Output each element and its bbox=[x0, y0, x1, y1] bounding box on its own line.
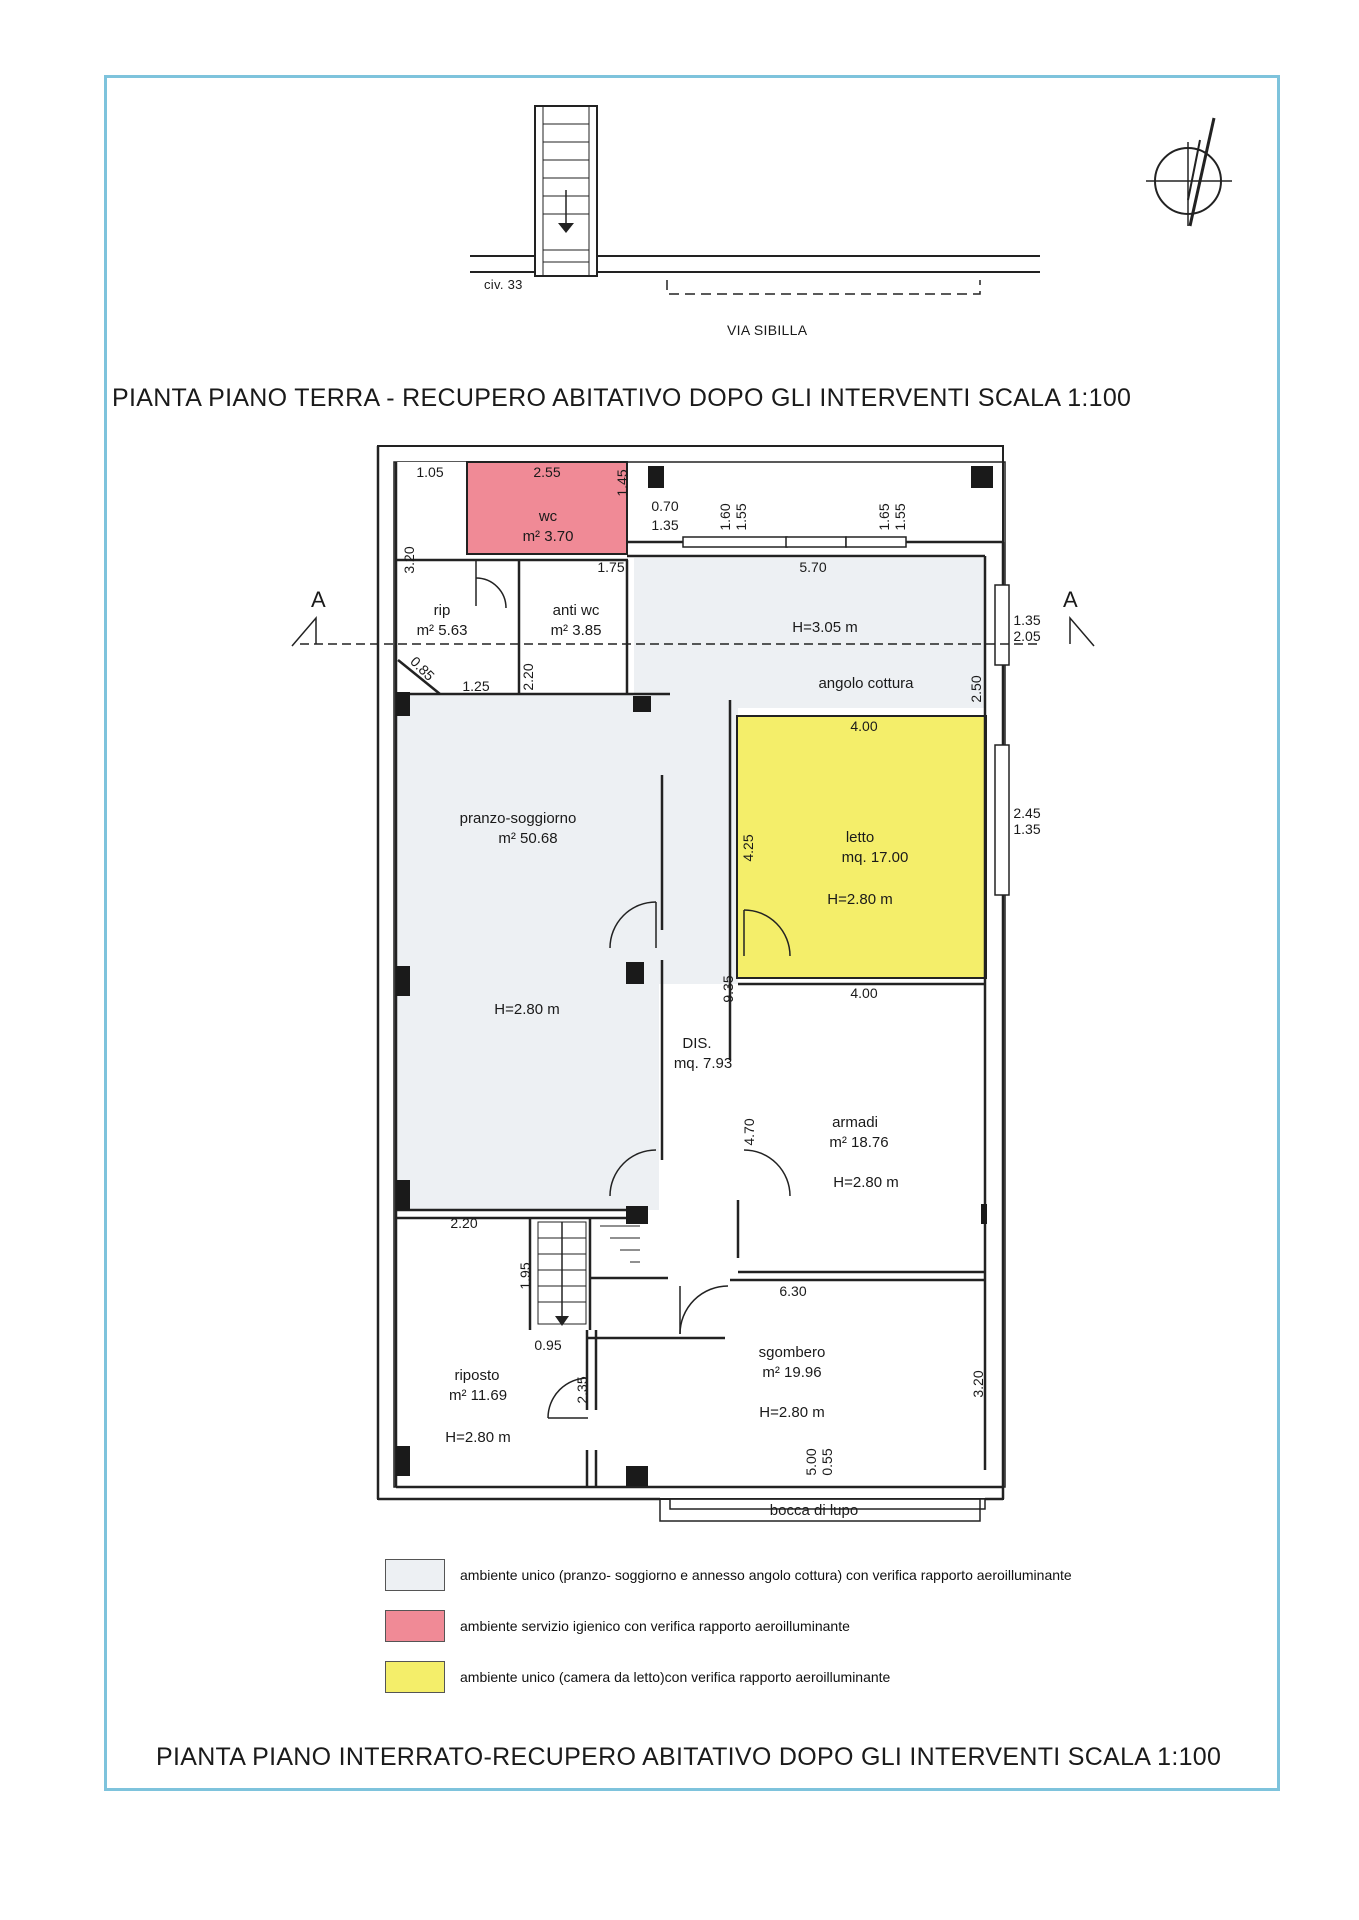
legend-item-bedroom bbox=[385, 1660, 890, 1694]
dimension-label: 1.60 bbox=[717, 503, 733, 531]
dimension-label: 4.00 bbox=[850, 985, 878, 1001]
legend-item-bathroom bbox=[385, 1609, 850, 1643]
living-room-height: H=2.80 m bbox=[494, 1001, 560, 1018]
living-room bbox=[396, 694, 659, 1210]
section-mark-right: A bbox=[1063, 587, 1078, 612]
dimension-label: 1.75 bbox=[597, 559, 625, 575]
dimension-label: 1.25 bbox=[462, 678, 490, 694]
dimension-label: 4.00 bbox=[850, 718, 878, 734]
light-well-name: bocca di lupo bbox=[769, 1502, 859, 1519]
dimension-label: 4.70 bbox=[741, 1118, 757, 1146]
ground-floor-title: PIANTA PIANO TERRA - RECUPERO ABITATIVO DOPO GLI INTERVENTI SCALA 1:100 bbox=[112, 384, 1132, 412]
legend-swatch-bedroom bbox=[385, 1661, 445, 1693]
bedroom-height: H=2.80 m bbox=[827, 891, 893, 908]
wardrobe-room-height: H=2.80 m bbox=[833, 1174, 899, 1191]
legend-swatch-living bbox=[385, 1559, 445, 1591]
kitchen-name: angolo cottura bbox=[818, 675, 914, 692]
dimension-label: 9.35 bbox=[720, 975, 736, 1003]
kitchen-height: H=3.05 m bbox=[792, 619, 858, 636]
dimension-label: 1.35 bbox=[651, 517, 679, 533]
dimension-label: 3.20 bbox=[970, 1370, 986, 1398]
dimension-label: 2.05 bbox=[1013, 628, 1041, 644]
dimension-label: 0.85 bbox=[407, 653, 438, 684]
bedroom-name: letto bbox=[845, 829, 875, 846]
dimension-label: 2.20 bbox=[450, 1215, 478, 1231]
dimension-label: 0.70 bbox=[651, 498, 679, 514]
legend-item-living bbox=[385, 1558, 1072, 1592]
bedroom-area: mq. 17.00 bbox=[841, 849, 909, 866]
basement-floor-title: PIANTA PIANO INTERRATO-RECUPERO ABITATIVO DOPO GLI INTERVENTI SCALA 1:100 bbox=[156, 1743, 1222, 1771]
legend-text-living: ambiente unico (pranzo- soggiorno e annesso angolo cottura) con verifica rapporto aeroilluminante bbox=[460, 1567, 1072, 1583]
stair-arrow-icon bbox=[558, 223, 574, 233]
street-site-plan bbox=[470, 106, 1040, 294]
wc-room-name: wc bbox=[538, 508, 558, 525]
rip-room-area: m² 5.63 bbox=[416, 622, 468, 639]
street-name-label: VIA SIBILLA bbox=[727, 322, 808, 338]
wc-room-area: m² 3.70 bbox=[522, 528, 574, 545]
rip-room-name: rip bbox=[433, 602, 451, 619]
utility-room-name: sgombero bbox=[758, 1344, 826, 1361]
dimension-label: 1.05 bbox=[416, 464, 444, 480]
legend-text-bathroom: ambiente servizio igienico con verifica rapporto aeroilluminante bbox=[460, 1618, 850, 1634]
anti-wc-room-area: m² 3.85 bbox=[550, 622, 602, 639]
utility-room-height: H=2.80 m bbox=[759, 1404, 825, 1421]
living-room-name: pranzo-soggiorno bbox=[459, 810, 577, 827]
dimension-label: 2.20 bbox=[520, 663, 536, 691]
wardrobe-room-area: m² 18.76 bbox=[829, 1134, 889, 1151]
dimension-label: 1.35 bbox=[1013, 821, 1041, 837]
legend-swatch-bathroom bbox=[385, 1610, 445, 1642]
civic-number-label: civ. 33 bbox=[484, 277, 523, 292]
bedroom-room bbox=[737, 716, 986, 978]
living-room-area: m² 50.68 bbox=[498, 830, 558, 847]
dimension-label: 0.55 bbox=[819, 1448, 835, 1476]
corridor-name: DIS. bbox=[682, 1035, 712, 1052]
dimension-label: 1.55 bbox=[892, 503, 908, 531]
dimension-label: 5.00 bbox=[803, 1448, 819, 1476]
dimension-label: 1.35 bbox=[1013, 612, 1041, 628]
dimension-label: 1.95 bbox=[517, 1262, 533, 1290]
dimension-label: 5.70 bbox=[799, 559, 827, 575]
dimension-label: 3.20 bbox=[401, 546, 417, 574]
anti-wc-room-name: anti wc bbox=[552, 602, 600, 619]
dimension-label: 0.95 bbox=[534, 1337, 562, 1353]
dimension-label: 1.65 bbox=[876, 503, 892, 531]
section-mark-left: A bbox=[311, 587, 326, 612]
wardrobe-room-name: armadi bbox=[832, 1114, 878, 1131]
dimension-label: 4.25 bbox=[740, 834, 756, 862]
storage-room-area: m² 11.69 bbox=[448, 1387, 508, 1404]
dimension-label: 2.45 bbox=[1013, 805, 1041, 821]
utility-room-area: m² 19.96 bbox=[762, 1364, 822, 1381]
legend-text-bedroom: ambiente unico (camera da letto)con verifica rapporto aeroilluminante bbox=[460, 1669, 891, 1685]
dimension-label: 2.50 bbox=[968, 675, 984, 703]
dimension-label: 1.55 bbox=[733, 503, 749, 531]
north-arrow-icon bbox=[1146, 118, 1232, 226]
dimension-label: 6.30 bbox=[779, 1283, 807, 1299]
corridor-area: mq. 7.93 bbox=[673, 1055, 733, 1072]
storage-room-name: riposto bbox=[454, 1367, 500, 1384]
storage-room-height: H=2.80 m bbox=[445, 1429, 511, 1446]
dimension-label: 2.35 bbox=[574, 1376, 590, 1404]
dimension-label: 2.55 bbox=[533, 464, 561, 480]
dimension-label: 1.45 bbox=[614, 469, 630, 497]
